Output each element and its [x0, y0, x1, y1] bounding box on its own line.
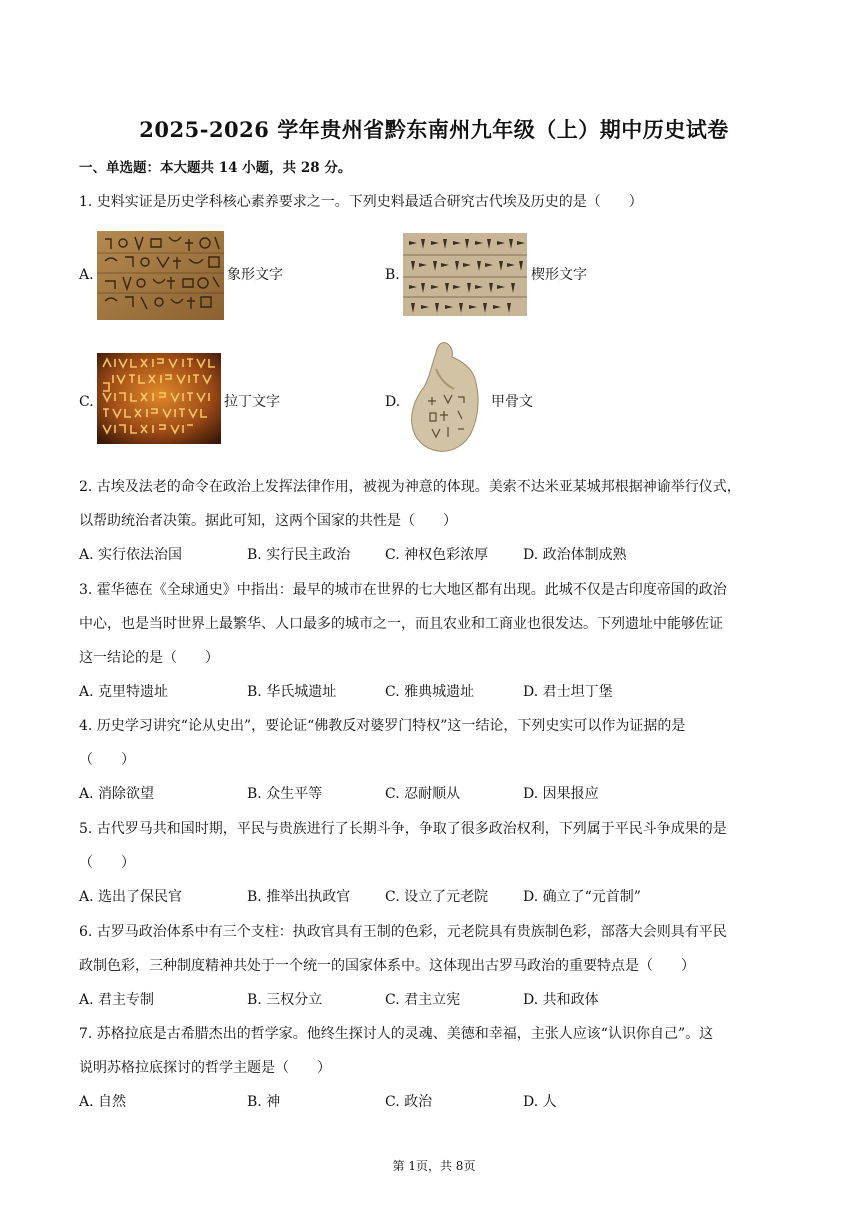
question-3-stem-line-1: 3. 霍华德在《全球通史》中指出：最早的城市在世界的七大地区都有出现。此城不仅是古印度帝国的政治 [79, 582, 727, 598]
q4-option-d: D. 因果报应 [523, 786, 599, 802]
question-1-stem: 1. 史料实证是历史学科核心素养要求之一。下列史料最适合研究古代埃及历史的是（ ） [79, 194, 643, 210]
question-4-stem-line-2: （ ） [79, 752, 135, 768]
q1-option-c-text: 拉丁文字 [224, 394, 280, 410]
q3-option-b: B. 华氏城遗址 [247, 684, 337, 700]
latin-inscription-image [97, 353, 221, 444]
q7-option-b: B. 神 [247, 1094, 281, 1110]
section-heading: 一、单选题：本大题共 14 小题，共 28 分。 [79, 160, 352, 176]
q6-option-b: B. 三权分立 [247, 992, 323, 1008]
q6-option-d: D. 共和政体 [523, 992, 599, 1008]
q1-option-d-letter: D. [385, 394, 401, 410]
question-7-stem-line-1: 7. 苏格拉底是古希腊杰出的哲学家。他终生探讨人的灵魂、美德和幸福，主张人应该“认识你自己”。这 [79, 1026, 714, 1042]
q4-option-b: B. 众生平等 [247, 786, 323, 802]
question-4-stem-line-1: 4. 历史学习讲究“论从史出”，要论证“佛教反对婆罗门特权”这一结论，下列史实可以作为证据的是 [79, 718, 686, 734]
q2-option-c: C. 神权色彩浓厚 [385, 547, 489, 563]
q6-option-a: A. 君主专制 [79, 992, 155, 1008]
q5-option-a: A. 选出了保民官 [79, 889, 183, 905]
q1-option-a-letter: A. [79, 267, 94, 283]
q3-option-a: A. 克里特遗址 [79, 684, 169, 700]
question-5-stem-line-1: 5. 古代罗马共和国时期，平民与贵族进行了长期斗争，争取了很多政治权利，下列属于平民斗争成果的是 [79, 821, 727, 837]
question-5-stem-line-2: （ ） [79, 855, 135, 871]
question-2-stem-line-2: 以帮助统治者决策。据此可知，这两个国家的共性是（ ） [79, 513, 457, 529]
q5-option-d: D. 确立了“元首制” [523, 889, 641, 905]
question-3-stem-line-2: 中心，也是当时世界上最繁华、人口最多的城市之一，而且农业和工商业也很发达。下列遗址中能够佐证 [79, 616, 723, 632]
q1-option-d-text: 甲骨文 [491, 394, 533, 410]
q2-option-b: B. 实行民主政治 [247, 547, 351, 563]
q1-option-b-letter: B. [385, 267, 400, 283]
page-footer: 第 1页，共 8页 [392, 1159, 476, 1173]
q1-option-a-text: 象形文字 [227, 267, 283, 283]
q3-option-c: C. 雅典城遗址 [385, 684, 475, 700]
q7-option-c: C. 政治 [385, 1094, 433, 1110]
question-6-stem-line-2: 政制色彩，三种制度精神共处于一个统一的国家体系中。这体现出古罗马政治的重要特点是（ ） [79, 958, 695, 974]
q1-option-b-text: 楔形文字 [531, 267, 587, 283]
q5-option-c: C. 设立了元老院 [385, 889, 489, 905]
cuneiform-tablet-image [403, 233, 527, 316]
question-2-stem-line-1: 2. 古埃及法老的命令在政治上发挥法律作用，被视为神意的体现。美索不达米亚某城邦根据神谕举行仪式， [79, 479, 741, 495]
q4-option-a: A. 消除欲望 [79, 786, 155, 802]
question-7-stem-line-2: 说明苏格拉底探讨的哲学主题是（ ） [79, 1060, 331, 1076]
question-3-stem-line-3: 这一结论的是（ ） [79, 650, 219, 666]
q4-option-c: C. 忍耐顺从 [385, 786, 461, 802]
q1-option-c-letter: C. [79, 394, 94, 410]
q2-option-d: D. 政治体制成熟 [523, 547, 627, 563]
oracle-bone-image [402, 339, 486, 457]
hieroglyph-image [97, 231, 224, 320]
q6-option-c: C. 君主立宪 [385, 992, 461, 1008]
q7-option-d: D. 人 [523, 1094, 557, 1110]
q5-option-b: B. 推举出执政官 [247, 889, 351, 905]
q2-option-a: A. 实行依法治国 [79, 547, 183, 563]
page-title: 2025-2026 学年贵州省黔东南州九年级（上）期中历史试卷 [139, 117, 729, 142]
q3-option-d: D. 君士坦丁堡 [523, 684, 613, 700]
q7-option-a: A. 自然 [79, 1094, 127, 1110]
question-6-stem-line-1: 6. 古罗马政治体系中有三个支柱：执政官具有王制的色彩，元老院具有贵族制色彩，部落大会则具有平民 [79, 924, 727, 940]
